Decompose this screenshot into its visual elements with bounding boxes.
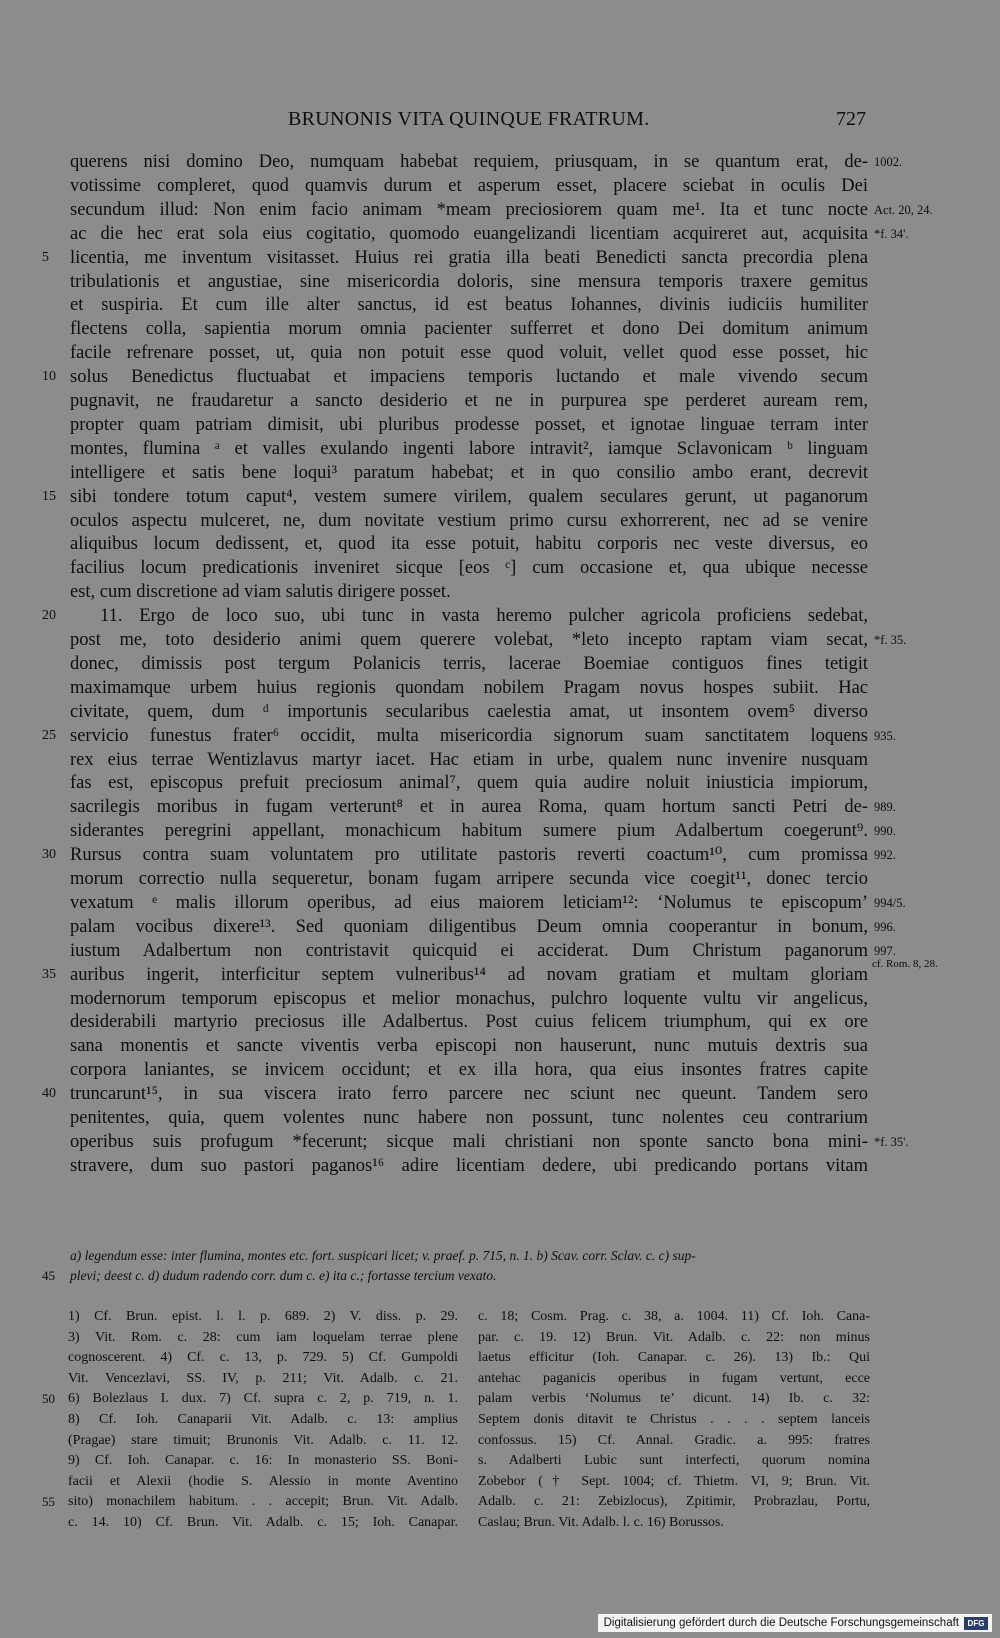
margin-note: *f. 35'. [874, 1134, 909, 1149]
text-line [0, 1082, 1000, 1106]
footnote-right: s. Adalberti Lubic sunt interfecti, quorum nomina [478, 1453, 870, 1469]
line-text: Rursus contra suam voluntatem pro utilitate pastoris reverti coactum¹⁰, cum promissa [70, 845, 868, 866]
text-line [0, 939, 1000, 963]
text-line [0, 748, 1000, 772]
line-text: desiderabili martyrio preciosus ille Adalbertus. Post cuius felicem triumphum, qui ex ore [70, 1012, 868, 1033]
text-line [0, 174, 1000, 198]
line-number: 25 [42, 727, 56, 743]
text-line [0, 700, 1000, 724]
footnote-right: Septem donis ditavit te Christus . . . . septem lanceis [478, 1412, 870, 1427]
margin-note: 994/5. [874, 895, 906, 910]
footnote-left: 8) Cf. Ioh. Canaparii Vit. Adalb. c. 13: amplius [68, 1412, 458, 1427]
line-number: 45 [42, 1268, 55, 1283]
line-text: est, cum discretione ad viam salutis dirigere posset. [70, 582, 451, 603]
footnote-right: par. c. 19. 12) Brun. Vit. Adalb. c. 22: non minus [478, 1329, 870, 1345]
text-line [0, 293, 1000, 317]
line-text: montes, flumina ᵃ et valles exulando ingenti labore intravit², iamque Sclavonicam ᵇ linguam [70, 438, 868, 459]
text-line [0, 270, 1000, 294]
line-number: 40 [42, 1086, 56, 1102]
line-text: tribulationis et angustiae, sine misericordia doloris, sine mensura temporis traxere gemitus [70, 271, 868, 292]
margin-note: 935. [874, 728, 896, 743]
page-number: 727 [836, 108, 866, 130]
line-text: aliquibus locum dedissent, et, quod ita esse potuit, habitu corporis nec veste diversus, eo [70, 534, 868, 555]
text-line [0, 222, 1000, 246]
line-number: 30 [42, 847, 56, 863]
page-header [0, 108, 1000, 138]
text-line [0, 843, 1000, 867]
line-text: stravere, dum suo pastori paganos¹⁶ adire licentiam dedere, ubi predicando portans vitam [70, 1155, 868, 1176]
text-line [0, 724, 1000, 748]
footnote-line [0, 1409, 1000, 1430]
line-number: 35 [42, 966, 56, 982]
apparatus-text: a) legendum esse: inter flumina, montes etc. fort. suspicari licet; v. praef. p. 715, n. 1. b) Scav. corr. Sclav. c. c) sup- [70, 1248, 696, 1263]
line-text: sana monentis et sancte viventis verba episcopi non hauserunt, nunc mutuis dextris sua [70, 1036, 868, 1057]
margin-note: 990. [874, 824, 896, 839]
margin-note: 997. [874, 943, 896, 958]
line-text: morum correctio nulla sequeretur, bonam fugam arripere secunda vice coegit¹¹, donec tercio [70, 869, 868, 889]
footnote-left: c. 14. 10) Cf. Brun. Vit. Adalb. c. 15; Ioh. Canapar. [68, 1515, 458, 1530]
line-number: 5 [42, 249, 49, 265]
line-number: 10 [42, 369, 56, 385]
apparatus-line [0, 1246, 1000, 1266]
text-line [0, 676, 1000, 700]
line-text: corpora laniantes, se invicem occidunt; et ex illa hora, qua eius insontes fratres capite [70, 1060, 868, 1081]
text-line [0, 1130, 1000, 1154]
footnote-left: facii et Alexii (hodie S. Alessio in monte Aventino [68, 1473, 458, 1489]
text-line [0, 652, 1000, 676]
line-text: palam vocibus dixere¹³. Sed quoniam diligentibus Deum omnia cooperantur in bonum, [70, 916, 868, 937]
line-text: intelligere et satis bene loqui³ paratum habebat; et in quo consilio ambo erant, decrevit [70, 462, 868, 483]
text-line [0, 532, 1000, 556]
text-line [0, 1106, 1000, 1130]
footnote-right: Adalb. c. 21: Zebizlocus), Zpitimir, Probrazlau, Portu, [478, 1494, 870, 1510]
footnote-line [0, 1430, 1000, 1451]
margin-note: cf. Rom. 8, 28. [872, 958, 938, 970]
footnote-right: laetus efficitur (Ioh. Canapar. c. 26). 13) Ib.: Qui [478, 1350, 870, 1366]
text-line [0, 963, 1000, 987]
line-text: rex eius terrae Wentizlavus martyr iacet. Hac etiam in urbe, qualem nunc invenire nusquam [70, 749, 868, 770]
line-text: facilius locum predicationis inveniret sicque [eos ᶜ] cum occasione et, qua ubique necesse [70, 558, 868, 579]
text-line [0, 556, 1000, 580]
line-text: auribus ingerit, interficitur septem vulneribus¹⁴ ad novam gratiam et multam gloriam [70, 964, 868, 985]
apparatus-line [0, 1266, 1000, 1286]
line-text: 11. Ergo de loco suo, ubi tunc in vasta heremo pulcher agricola proficiens sedebat, [100, 606, 868, 627]
text-line [0, 317, 1000, 341]
text-line [0, 461, 1000, 485]
line-text: sibi tondere totum caput⁴, vestem sumere virilem, qualem seculares gerunt, ut paganorum [70, 486, 868, 507]
line-text: oculos aspectu mulceret, ne, dum novitate vestium primo cursu exhorrerent, nec ad se venire [70, 510, 868, 531]
line-text: operibus suis profugum *fecerunt; sicque mali christiani non sponte sancto bona mini- [70, 1131, 868, 1152]
text-line [0, 604, 1000, 628]
text-line [0, 628, 1000, 652]
line-number: 20 [42, 608, 56, 624]
text-line [0, 987, 1000, 1011]
text-line [0, 198, 1000, 222]
text-line [0, 867, 1000, 891]
text-line [0, 819, 1000, 843]
text-line [0, 1010, 1000, 1034]
margin-note: 996. [874, 919, 896, 934]
line-text: fas est, episcopus prefuit preciosum animal⁷, quem quia audire noluit iniusticia impiorum, [70, 773, 868, 794]
line-number: 50 [42, 1391, 55, 1407]
credit-text: Digitalisierung gefördert durch die Deutsche Forschungsgemeinschaft [603, 1617, 959, 1629]
text-line [0, 1154, 1000, 1178]
line-text: ac die hec erat sola eius cogitatio, quomodo euangelizandi licentiam acquireret aut, acquisita [70, 223, 868, 244]
line-text: licentia, me inventum visitasset. Huius rei gratia illa beati Benedicti sancta precordia plena [70, 247, 868, 268]
line-text: solus Benedictus fluctuabat et impaciens temporis luctando et male vivendo secum [70, 367, 868, 388]
line-text: donec, dimissis post tergum Polanicis terris, lacerae Boemiae contiguos fines tetigit [70, 653, 868, 674]
line-text: propter quam patriam dimisit, ubi pluribus prodesse posset, et ignotae linguae terram inter [70, 414, 868, 435]
line-number: 15 [42, 488, 56, 504]
footnote-left: sito) monachilem habitum. . . accepit; Brun. Vit. Adalb. [68, 1494, 458, 1510]
line-text: iustum Adalbertum non contristavit quicquid ei acciderat. Dum Christum paganorum [70, 940, 868, 961]
footnote-left: (Pragae) stare timuit; Brunonis Vit. Adalb. c. 11. 12. [68, 1432, 458, 1448]
line-text: et suspiria. Et cum ille alter sanctus, id est beatus Iohannes, divinis iudiciis humiliter [70, 295, 868, 316]
running-title: BRUNONIS VITA QUINQUE FRATRUM. [288, 108, 650, 130]
line-text: servicio funestus frater⁶ occidit, multa misericordia signorum suam sanctitatem loquens [70, 725, 868, 746]
line-number: 55 [42, 1494, 55, 1510]
footnote-line [0, 1388, 1000, 1409]
text-line [0, 389, 1000, 413]
margin-note: *f. 35. [874, 633, 907, 647]
footnote-line [0, 1471, 1000, 1492]
line-text: modernorum temporum episcopus et melior monachus, pulchro loquente vultu vir angelicus, [70, 988, 868, 1009]
line-text: flectens colla, sapientia morum omnia pacienter sufferret et dono Dei domitum animum [70, 319, 868, 340]
footnote-left: 1) Cf. Brun. epist. l. l. p. 689. 2) V. diss. p. 29. [68, 1309, 458, 1324]
text-line [0, 915, 1000, 939]
text-line [0, 509, 1000, 533]
footnote-right: Zobebor († Sept. 1004; cf. Thietm. VI, 9; Brun. Vit. [478, 1473, 870, 1489]
footnote-right: c. 18; Cosm. Prag. c. 38, a. 1004. 11) Cf. Ioh. Cana- [478, 1309, 870, 1324]
footnote-right: confossus. 15) Cf. Annal. Gradic. a. 995: fratres [478, 1432, 870, 1448]
footnote-left: cognoscerent. 4) Cf. c. 13, p. 729. 5) Cf. Gumpoldi [68, 1350, 458, 1366]
text-line [0, 485, 1000, 509]
footnote-line [0, 1512, 1000, 1533]
text-line [0, 341, 1000, 365]
footnote-line [0, 1327, 1000, 1348]
footnote-line [0, 1450, 1000, 1471]
line-text: post me, toto desiderio animi quem querere volebat, *leto incepto raptam viam secat, [70, 630, 868, 650]
line-text: pugnavit, ne fraudaretur a sancto desiderio et ne in purpurea spe perderet auream rem, [70, 391, 868, 411]
margin-note: 989. [874, 800, 896, 815]
dfg-logo: DFG [964, 1617, 988, 1630]
margin-note: Act. 20, 24. [874, 202, 933, 217]
line-text: maximamque urbem huius regionis quondam nobilem Pragam novus hospes subiit. Hac [70, 677, 868, 698]
line-text: sacrilegis moribus in fugam verterunt⁸ et in aurea Roma, quam hortum sancti Petri de- [70, 797, 868, 818]
margin-note: 992. [874, 848, 896, 863]
text-line [0, 365, 1000, 389]
line-text: vexatum ᵉ malis illorum operibus, ad eius maiorem leticiam¹²: ‘Nolumus te episcopum’ [70, 892, 868, 913]
footnote-left: Vit. Vencezlavi, SS. IV, p. 211; Vit. Adalb. c. 21. [68, 1370, 458, 1386]
margin-note: *f. 34'. [874, 226, 909, 241]
line-text: querens nisi domino Deo, numquam habebat requiem, priusquam, in se quantum erat, de- [70, 152, 868, 172]
text-line [0, 795, 1000, 819]
text-line [0, 246, 1000, 270]
footnote-line [0, 1306, 1000, 1327]
footnote-left: 6) Bolezlaus I. dux. 7) Cf. supra c. 2, p. 719, n. 1. [68, 1391, 458, 1407]
footnote-right: antehac paganicis operibus in fugam vertunt, ecce [478, 1370, 870, 1386]
digitization-credit [598, 1614, 992, 1632]
footnote-right: Caslau; Brun. Vit. Adalb. l. c. 16) Borussos. [478, 1515, 724, 1530]
footnote-left: 9) Cf. Ioh. Canapar. c. 16: In monasterio SS. Boni- [68, 1453, 458, 1469]
text-line [0, 891, 1000, 915]
footnote-line [0, 1368, 1000, 1389]
text-line [0, 437, 1000, 461]
line-text: facile refrenare posset, ut, quia non potuit esse quod voluit, vellet quod esse posset, hic [70, 343, 868, 364]
footnote-line [0, 1347, 1000, 1368]
line-text: penitentes, quia, quem volentes nunc habere non possunt, tunc nolentes ceu contrarium [70, 1108, 868, 1128]
text-line [0, 150, 1000, 174]
text-line [0, 771, 1000, 795]
footnote-right: palam verbis ‘Nolumus te’ dicunt. 14) Ib. c. 32: [478, 1391, 870, 1407]
apparatus-text: plevi; deest c. d) dudum radendo corr. dum c. e) ita c.; fortasse tercium vexato. [70, 1268, 497, 1283]
line-text: secundum illud: Non enim facio animam *meam preciosiorem quam me¹. Ita et tunc nocte [70, 199, 868, 220]
margin-note: 1002. [874, 155, 903, 169]
line-text: siderantes peregrini appellant, monachicum habitum sumere pium Adalbertum coegerunt⁹. [70, 821, 868, 842]
line-text: votissime compleret, quod quamvis durum et asperum esset, placere sciebat in oculis Dei [70, 175, 868, 196]
footnote-left: 3) Vit. Rom. c. 28: cum iam loquelam terrae plene [68, 1329, 458, 1345]
footnote-line [0, 1491, 1000, 1512]
text-line [0, 1058, 1000, 1082]
line-text: civitate, quem, dum ᵈ importunis secularibus caelestia amat, ut insontem ovem⁵ diverso [70, 701, 868, 722]
text-line [0, 1034, 1000, 1058]
text-line [0, 413, 1000, 437]
line-text: truncarunt¹⁵, in sua viscera irato ferro parcere nec sciunt nec queunt. Tandem sero [70, 1084, 868, 1105]
text-line [0, 580, 1000, 604]
